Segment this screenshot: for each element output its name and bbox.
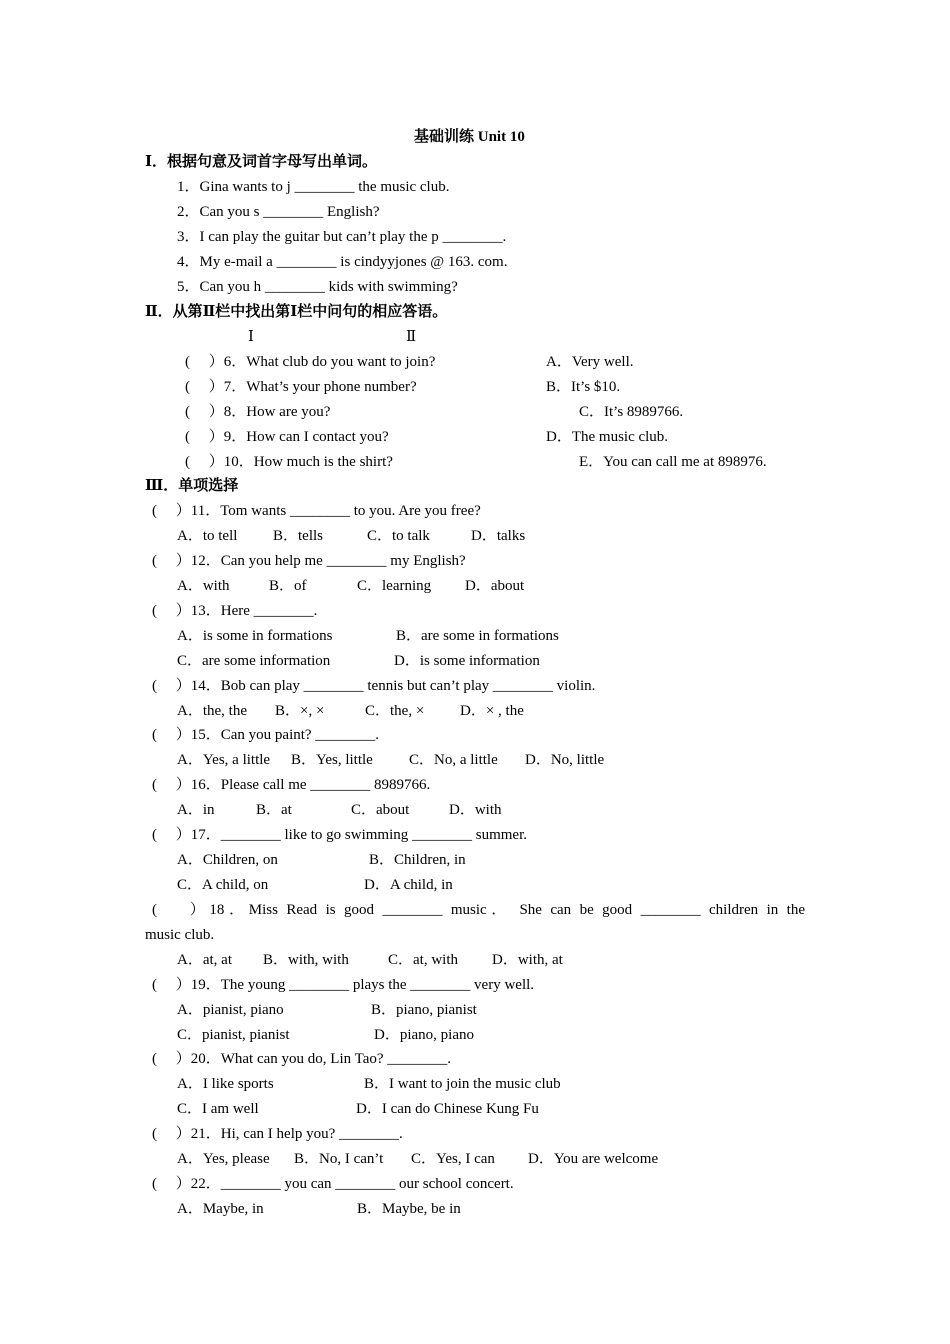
answer-option: A．Maybe, in: [177, 1201, 264, 1217]
answer-option: D．piano, piano: [374, 1027, 474, 1043]
match-answer: D．The music club.: [546, 429, 669, 445]
answer-option: A．pianist, piano: [177, 1002, 284, 1018]
answer-option: D．A child, in: [364, 877, 453, 893]
answer-option: A．Children, on: [177, 852, 278, 868]
answer-option: C．the, ×: [365, 703, 425, 719]
column-1-label: Ⅰ: [248, 329, 254, 345]
answer-option: C．A child, on: [177, 877, 269, 893]
answer-option: A．the, the: [177, 703, 247, 719]
answer-option: D．× , the: [460, 703, 524, 719]
answer-option: C．Yes, I can: [411, 1151, 495, 1167]
answer-option: C．No, a little: [409, 752, 498, 768]
match-question: ( ）6．What club do you want to join?: [185, 354, 436, 370]
match-question: ( ）8．How are you?: [185, 404, 331, 420]
answer-option: A．in: [177, 802, 215, 818]
answer-option: B．at: [256, 802, 292, 818]
answer-option: C．pianist, pianist: [177, 1027, 290, 1043]
answer-option: D．with: [449, 802, 502, 818]
answer-option: A．at, at: [177, 952, 232, 968]
answer-option: D．I can do Chinese Kung Fu: [356, 1101, 539, 1117]
answer-option: A．Yes, please: [177, 1151, 270, 1167]
match-answer: B．It’s $10.: [546, 379, 621, 395]
answer-option: B．×, ×: [275, 703, 325, 719]
fill-in-item: 3．I can play the guitar but can’t play the p ________.: [177, 229, 507, 245]
fill-in-item: 5．Can you h ________ kids with swimming?: [177, 279, 458, 295]
match-question: ( ）10．How much is the shirt?: [185, 454, 393, 470]
answer-option: A．is some in formations: [177, 628, 333, 644]
answer-option: B．Maybe, be in: [357, 1201, 461, 1217]
question-stem: ( ）13．Here ________.: [152, 603, 318, 619]
answer-option: D．You are welcome: [528, 1151, 659, 1167]
section-1-heading: Ⅰ．根据句意及词首字母写出单词。: [145, 154, 378, 170]
question-stem: ( ）22．________ you can ________ our school concert.: [152, 1176, 514, 1192]
answer-option: C．at, with: [388, 952, 458, 968]
answer-option: D．with, at: [492, 952, 563, 968]
section-2-heading: Ⅱ．从第Ⅱ栏中找出第Ⅰ栏中问句的相应答语。: [145, 304, 448, 320]
question-stem: ( ）21．Hi, can I help you? ________.: [152, 1126, 403, 1142]
answer-option: C．about: [351, 802, 410, 818]
answer-option: B．tells: [273, 528, 324, 544]
answer-option: A．with: [177, 578, 230, 594]
match-question: ( ）7．What’s your phone number?: [185, 379, 417, 395]
answer-option: B．are some in formations: [396, 628, 559, 644]
question-stem: ( ）12．Can you help me ________ my English?: [152, 553, 466, 569]
question-stem: ( ）20．What can you do, Lin Tao? ________.: [152, 1051, 452, 1067]
page-title: 基础训练 Unit 10: [414, 129, 525, 145]
answer-option: A．Yes, a little: [177, 752, 271, 768]
question-stem-continued: music club.: [145, 927, 215, 943]
fill-in-item: 4．My e-mail a ________ is cindyyjones @ 163. com.: [177, 254, 508, 270]
section-3-heading: Ⅲ．单项选择: [145, 478, 239, 494]
answer-option: B．of: [269, 578, 307, 594]
answer-option: A．to tell: [177, 528, 238, 544]
answer-option: C．are some information: [177, 653, 331, 669]
answer-option: B．No, I can’t: [294, 1151, 384, 1167]
question-stem: ( ）18．Miss Read is good ________ music． She can be good ________ children in the: [152, 902, 805, 918]
answer-option: B．piano, pianist: [371, 1002, 477, 1018]
answer-option: B．I want to join the music club: [364, 1076, 561, 1092]
question-stem: ( ）16．Please call me ________ 8989766.: [152, 777, 431, 793]
answer-option: C．I am well: [177, 1101, 259, 1117]
answer-option: C．learning: [357, 578, 432, 594]
answer-option: D．about: [465, 578, 525, 594]
answer-option: A．I like sports: [177, 1076, 274, 1092]
match-answer: C．It’s 8989766.: [579, 404, 684, 420]
match-question: ( ）9．How can I contact you?: [185, 429, 389, 445]
answer-option: D．No, little: [525, 752, 605, 768]
question-stem: ( ）14．Bob can play ________ tennis but can’t play ________ violin.: [152, 678, 596, 694]
answer-option: D．talks: [471, 528, 526, 544]
match-answer: A．Very well.: [546, 354, 634, 370]
fill-in-item: 2．Can you s ________ English?: [177, 204, 380, 220]
match-answer: E．You can call me at 898976.: [579, 454, 767, 470]
answer-option: C．to talk: [367, 528, 430, 544]
fill-in-item: 1．Gina wants to j ________ the music club.: [177, 179, 450, 195]
column-2-label: Ⅱ: [406, 329, 417, 345]
answer-option: B．Children, in: [369, 852, 466, 868]
question-stem: ( ）11．Tom wants ________ to you. Are you free?: [152, 503, 481, 519]
answer-option: B．with, with: [263, 952, 349, 968]
question-stem: ( ）17．________ like to go swimming ________ summer.: [152, 827, 527, 843]
question-stem: ( ）15．Can you paint? ________.: [152, 727, 380, 743]
answer-option: B．Yes, little: [291, 752, 373, 768]
answer-option: D．is some information: [394, 653, 540, 669]
question-stem: ( ）19．The young ________ plays the ________ very well.: [152, 977, 535, 993]
